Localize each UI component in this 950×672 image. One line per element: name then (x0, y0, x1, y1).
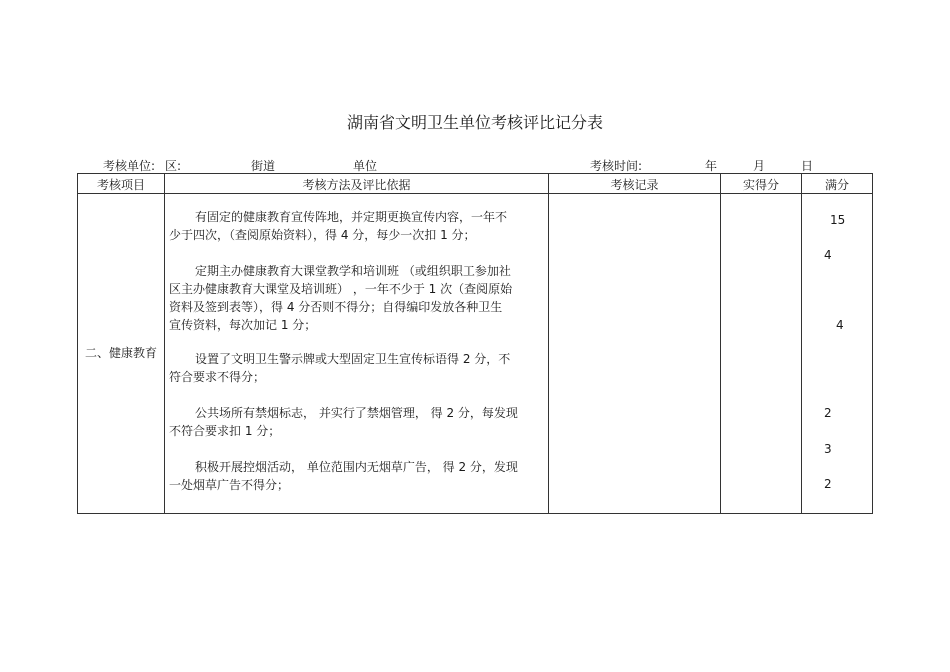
header-record: 考核记录 (610, 178, 659, 192)
header-divider (78, 193, 872, 194)
criterion-line: 公共场所有禁烟标志， 并实行了禁烟管理， 得 2 分，每发现 (195, 406, 518, 420)
criterion-line: 一处烟草广告不得分； (169, 478, 290, 492)
header-actual-score: 实得分 (742, 178, 779, 192)
full-score-value: 15 (830, 213, 846, 227)
header-full-score: 满分 (824, 178, 849, 192)
criterion-line: 不符合要求扣 1 分； (169, 424, 281, 438)
scoring-table (77, 173, 873, 514)
full-score-value: 2 (824, 477, 832, 491)
criterion-item (169, 458, 545, 494)
criterion-item (169, 208, 545, 244)
header-assessment-item: 考核项目 (96, 178, 145, 192)
column-divider (164, 174, 165, 513)
criterion-line: 资料及签到表等），得 4 分否则不得分；自得编印发放各种卫生 (169, 300, 503, 314)
criterion-line: 区主办健康教育大课堂及培训班） ，一年不少于 1 次（查阅原始 (169, 282, 513, 296)
column-divider (548, 174, 549, 513)
criterion-item (169, 350, 545, 386)
full-score-value: 2 (824, 406, 832, 420)
assessed-unit-label: 考核单位: (103, 159, 156, 173)
criterion-line: 设置了文明卫生警示牌或大型固定卫生宣传标语得 2 分，不 (195, 352, 511, 366)
category-health-education: 二、健康教育 (84, 346, 157, 360)
criterion-item (169, 262, 545, 334)
criterion-line: 有固定的健康教育宣传阵地，并定期更换宣传内容，一年不 (195, 210, 508, 224)
header-method-basis: 考核方法及评比依据 (302, 178, 411, 192)
criterion-line: 宣传资料，每次加记 1 分； (169, 318, 317, 332)
street-label: 街道 (251, 159, 276, 173)
criterion-line: 少于四次，（查阅原始资料），得 4 分，每少一次扣 1 分； (169, 228, 476, 242)
criterion-item (169, 404, 545, 440)
page-title: 湖南省文明卫生单位考核评比记分表 (346, 113, 603, 132)
unit-label: 单位 (353, 159, 378, 173)
day-label: 日 (801, 159, 814, 173)
column-divider (801, 174, 802, 513)
assessment-time-label: 考核时间: (590, 159, 643, 173)
full-score-value: 4 (836, 318, 844, 332)
month-label: 月 (753, 159, 766, 173)
criterion-line: 积极开展控烟活动， 单位范围内无烟草广告， 得 2 分，发现 (195, 460, 518, 474)
full-score-value: 3 (824, 442, 832, 456)
district-label: 区: (165, 159, 182, 173)
criterion-line: 符合要求不得分； (169, 370, 266, 384)
criterion-line: 定期主办健康教育大课堂教学和培训班 （或组织职工参加社 (195, 264, 511, 278)
year-label: 年 (705, 159, 718, 173)
column-divider (720, 174, 721, 513)
full-score-value: 4 (824, 248, 832, 262)
